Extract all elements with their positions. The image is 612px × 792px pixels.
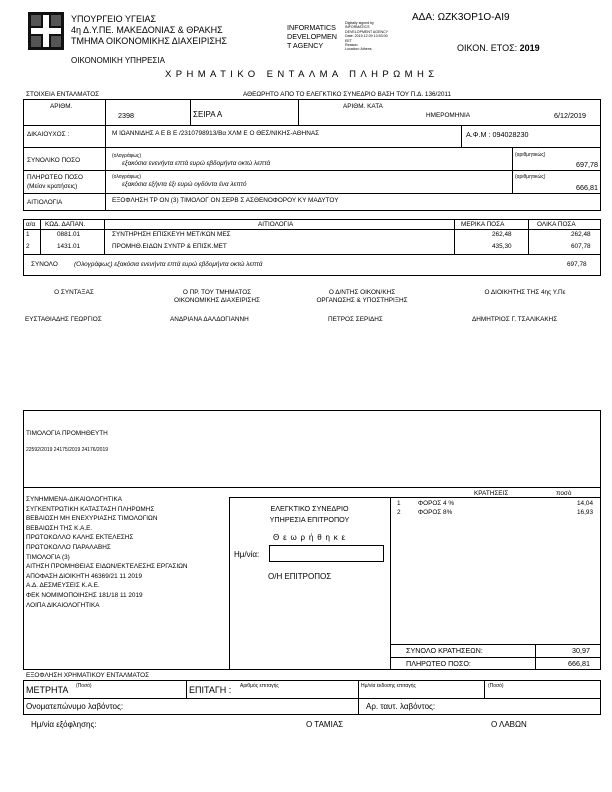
audit-date-label: Ημ/νία: — [234, 550, 260, 559]
signatory-head: Ο ΠΡ. ΤΟΥ ΤΜΗΜΑΤΟΣ ΟΙΚΟΝΟΜΙΚΗΣ ΔΙΑΧΕΙΡΙΣΗΣ — [174, 289, 260, 304]
cheque-number-tag: Αριθμός επιταγής — [240, 683, 279, 689]
th-partial: ΜΕΡΙΚΑ ΠΟΣΑ — [461, 221, 505, 228]
row-partial: 435,30 — [492, 243, 512, 250]
deduction-amount: 16,93 — [577, 509, 593, 516]
deductions-header: ΚΡΑΤΗΣΕΙΣ — [474, 490, 509, 497]
row-desc: ΠΡΟΜΗΘ.ΕΙΔΩΝ ΣΥΝΤΡ & ΕΠΙΣΚ.ΜΕΤ — [112, 243, 227, 250]
payable-final-label: ΠΛΗΡΩΤΕΟ ΠΟΣΟ: — [406, 659, 471, 668]
payable-words-tag: (ολογράφως) — [112, 174, 142, 180]
payable-words: εξακόσια εξήντα έξι ευρώ ογδόντα ένα λεπτό — [122, 181, 247, 188]
deductions-total: 30,97 — [572, 646, 590, 655]
cash-label: ΜΕΤΡΗΤΑ — [26, 685, 69, 695]
total-num-tag: (αριθμητικώς) — [515, 152, 546, 158]
cheque-label: ΕΠΙΤΑΓΗ : — [189, 685, 232, 695]
beneficiary-label: ΔΙΚΑΙΟΥΧΟΣ : — [27, 131, 70, 138]
cheque-date-tag: Ημ/νία έκδοσης επιταγής — [361, 683, 416, 689]
cash-tag: (Ποσό) — [76, 683, 92, 689]
recipient-id-label: Αρ. ταυτ. λαβόντος: — [366, 702, 436, 711]
deduction-amount: 14,04 — [577, 500, 593, 507]
th-desc: ΑΙΤΙΟΛΟΓΙΑ — [258, 221, 294, 228]
deduction-name: ΦΟΡΟΣ 4 % — [418, 500, 455, 507]
payment-date: 6/12/2019 — [554, 111, 586, 120]
audit-date-field[interactable] — [269, 545, 384, 562]
recipient-label: Ονοματεπώνυμο λαβόντος: — [26, 702, 124, 711]
reason-label: ΑΙΤΙΟΛΟΓΙΑ — [27, 199, 63, 206]
signatory-name: ΕΥΣΤΑΘΙΑΔΗΣ ΓΕΩΡΓΙΟΣ — [25, 316, 102, 323]
signatory-name: ΠΕΤΡΟΣ ΣΕΡΙΔΗΣ — [328, 316, 383, 323]
invoices-label: ΤΙΜΟΛΟΓΙΑ ΠΡΟΜΗΘΕΥΤΗ — [26, 430, 108, 437]
th-aa: α/α — [26, 221, 36, 228]
digital-signature: Digitally signed by INFORMATICS DEVELOPMENT AGENCY Date: 2019.12.09 13:53:00 EET Reason: Location: Athens — [345, 21, 389, 52]
reason-value: ΕΞΟΦΛΗΣΗ ΤΡ ΟΝ (3) ΤΙΜΟΛΟΓ ΟΝ ΣΕΡΒ Σ ΑΣΘΕΝΟΦΟΡΟΥ ΚΥ ΜΑΔΥΤΟΥ — [112, 197, 339, 204]
row-partial: 262,48 — [492, 231, 512, 238]
row-total: 262,48 — [571, 231, 591, 238]
beneficiary-value: Μ ΙΩΑΝΝΙΔΗΣ Α Ε Β Ε /2310798913/Βα ΧΛΜ Ε Ο ΘΕΣ/ΝΙΚΗΣ-ΑΘΗΝΑΣ — [112, 130, 320, 137]
arith-kata-label: ΑΡΙΘΜ. ΚΑΤΑ — [343, 103, 383, 110]
signatory-compiler: Ο ΣΥΝΤΑΞΑΣ — [54, 289, 94, 296]
audit-epitropos: Ο/Η ΕΠΙΤΡΟΠΟΣ — [268, 572, 332, 581]
deductions-total-label: ΣΥΝΟΛΟ ΚΡΑΤΗΣΕΩΝ: — [406, 646, 483, 655]
deductions-amount-header: ποσό — [556, 490, 572, 497]
signatory-name: ΔΗΜΗΤΡΙΟΣ Γ. ΤΣΑΛΙΚΑΚΗΣ — [472, 316, 558, 323]
payable-final: 666,81 — [568, 659, 590, 668]
cheque-amount-tag: (Ποσό) — [488, 683, 504, 689]
total-amount: 697,78 — [576, 160, 598, 169]
row-code: 0881.01 — [57, 231, 81, 238]
meta-left: ΣΤΟΙΧΕΙΑ ΕΝΤΑΛΜΑΤΟΣ — [26, 91, 100, 98]
sum-label: ΣΥΝΟΛΟ — [31, 261, 58, 268]
cashier-label: Ο ΤΑΜΙΑΣ — [306, 720, 344, 729]
row-code: 1431.01 — [57, 243, 81, 250]
sum-amount: 697,78 — [567, 261, 587, 268]
row-total: 607,78 — [571, 243, 591, 250]
payable-sub: (Μείον κρατήσεις) — [27, 183, 78, 190]
documents-list: ΣΥΝΗΜΜΕΝΑ-ΔΙΚΑΙΟΛΟΓΗΤΙΚΑ ΣΥΓΚΕΝΤΡΩΤΙΚΗ ΚΑΤΑΣΤΑΣΗ ΠΛΗΡΩΜΗΣ ΒΕΒΑΙΩΣΗ ΜΗ ΕΝΕΧΥΡΙΑΣΗΣ ΤΙΜΟΛΟΓΙΩΝ ΒΕΒΑΙΩΣΗ ΤΗΣ Κ.Α.Ε. ΠΡΩΤΟΚΟΛΛΟ ΚΑΛΗΣ ΕΚΤΕΛΕΣΗΣ ΠΡΩΤΟΚΟΛΛΟ ΠΑΡΑΛΑΒΗΣ ΤΙΜΟΛΟΓΙΑ (3) ΑΙΤΗΣΗ ΠΡΟΜΗΘΕΙΑΣ ΕΙΔΩΝ/ΕΚΤΕΛΕΣΗΣ ΕΡΓΑΣΙΩΝ ΑΠΟΦΑΣΗ ΔΙΟΙΚΗΤΗ 46369/21 11 2019 Α.Δ. ΔΕΣΜΕΥΣΕΙΣ Κ.Α.Ε. ΦΕΚ ΝΟΜΙΜΟΠΟΙΗΣΗΣ 181/18 11 2019 ΛΟΙΠΑ ΔΙΚΑΙΟΛΟΓΗΤΙΚΑ — [26, 496, 188, 609]
row-aa: 2 — [26, 243, 30, 250]
signatory-director: Ο Δ/ΝΤΗΣ ΟΙΚΟΝ/ΚΗΣ ΟΡΓΑΝΩΣΗΣ & ΥΠΟΣΤΗΡΙΞΗΣ — [316, 289, 408, 304]
th-code: ΚΩΔ. ΔΑΠΑΝ. — [45, 221, 86, 228]
document-title: ΧΡΗΜΑΤΙΚΟ ΕΝΤΑΛΜΑ ΠΛΗΡΩΜΗΣ — [165, 69, 439, 80]
signatory-name: ΑΝΔΡΙΑΝΑ ΔΑΛΔΟΓΙΑΝΝΗ — [170, 316, 249, 323]
deduction-row: 2 — [397, 509, 401, 516]
payable-amount: 666,81 — [576, 183, 598, 192]
invoices-list: 22592/2019 24175/2019 24176/2019 — [26, 447, 109, 453]
deduction-name: ΦΟΡΟΣ 8% — [418, 509, 453, 516]
row-desc: ΣΥΝΤΗΡΗΣΗ ΕΠΙΣΚΕΥΗ ΜΕΤ/ΚΩΝ ΜΕΣ — [112, 231, 231, 238]
service-name: ΟΙΚΟΝΟΜΙΚΗ ΥΠΗΡΕΣΙΑ — [71, 56, 165, 65]
payable-num-tag: (αριθμητικώς) — [515, 174, 546, 180]
afm-field: Α.Φ.Μ : 094028230 — [466, 130, 529, 139]
ministry-logo — [28, 12, 64, 50]
payable-label: ΠΛΗΡΩΤΕΟ ΠΟΣΟ — [27, 174, 83, 181]
ministry-name: ΥΠΟΥΡΓΕΙΟ ΥΓΕΙΑΣ 4η Δ.Υ.ΠΕ. ΜΑΚΕΔΟΝΙΑΣ & ΘΡΑΚΗΣ ΤΜΗΜΑ ΟΙΚΟΝΟΜΙΚΗΣ ΔΙΑΧΕΙΡΙΣΗΣ — [71, 14, 227, 46]
receiver-label: Ο ΛΑΒΩΝ — [491, 720, 527, 729]
invoices-box — [23, 410, 601, 487]
sum-words: (Ολογράφως) εξακόσια ενενήντα επτά ευρώ εβδομήντα οκτώ λεπτά — [74, 261, 263, 268]
ada-number: ΑΔΑ: ΩΖΚ3ΟΡ1Ο-ΑΙ9 — [412, 12, 510, 23]
hmerominia-label: ΗΜΕΡΟΜΗΝΙΑ — [426, 112, 471, 119]
settlement-heading: ΕΞΟΦΛΗΣΗ ΧΡΗΜΑΤΙΚΟΥ ΕΝΤΑΛΜΑΤΟΣ — [26, 672, 150, 679]
deduction-row: 1 — [397, 500, 401, 507]
fiscal-year: ΟΙΚΟΝ. ΕΤΟΣ: 2019 — [457, 43, 540, 53]
settlement-date-label: Ημ/νία εξόφλησης: — [31, 720, 97, 729]
agency-name: INFORMATICS DEVELOPMEN T AGENCY — [287, 23, 337, 50]
signatory-governor: Ο ΔΙΟΙΚΗΤΗΣ ΤΗΣ 4ης Υ.Πε — [484, 289, 566, 296]
seira-value: ΣΕΙΡΑ Α — [193, 110, 223, 119]
total-words-tag: (ολογράφως) — [112, 153, 142, 159]
total-words: εξακόσια ενενήντα επτά ευρώ εβδομήντα οκτώ λεπτά — [122, 160, 271, 167]
audit-office: ΕΛΕΓΚΤΙΚΟ ΣΥΝΕΔΡΙΟ ΥΠΗΡΕΣΙΑ ΕΠΙΤΡΟΠΟΥ — [269, 504, 350, 524]
arith-value: 2398 — [118, 111, 134, 120]
meta-right: ΑΘΕΩΡΗΤΟ ΑΠΟ ΤΟ ΕΛΕΓΚΤΙΚΟ ΣΥΝΕΔΡΙΟ ΒΑΣΗ ΤΟΥ Π.Δ. 136/2011 — [243, 91, 452, 98]
audit-approved: Θ ε ω ρ ή θ η κ ε — [273, 533, 346, 542]
total-label: ΣΥΝΟΛΙΚΟ ΠΟΣΟ — [27, 157, 81, 164]
arith-label: ΑΡΙΘΜ. — [50, 103, 73, 110]
row-aa: 1 — [26, 231, 30, 238]
th-total: ΟΛΙΚΑ ΠΟΣΑ — [537, 221, 576, 228]
